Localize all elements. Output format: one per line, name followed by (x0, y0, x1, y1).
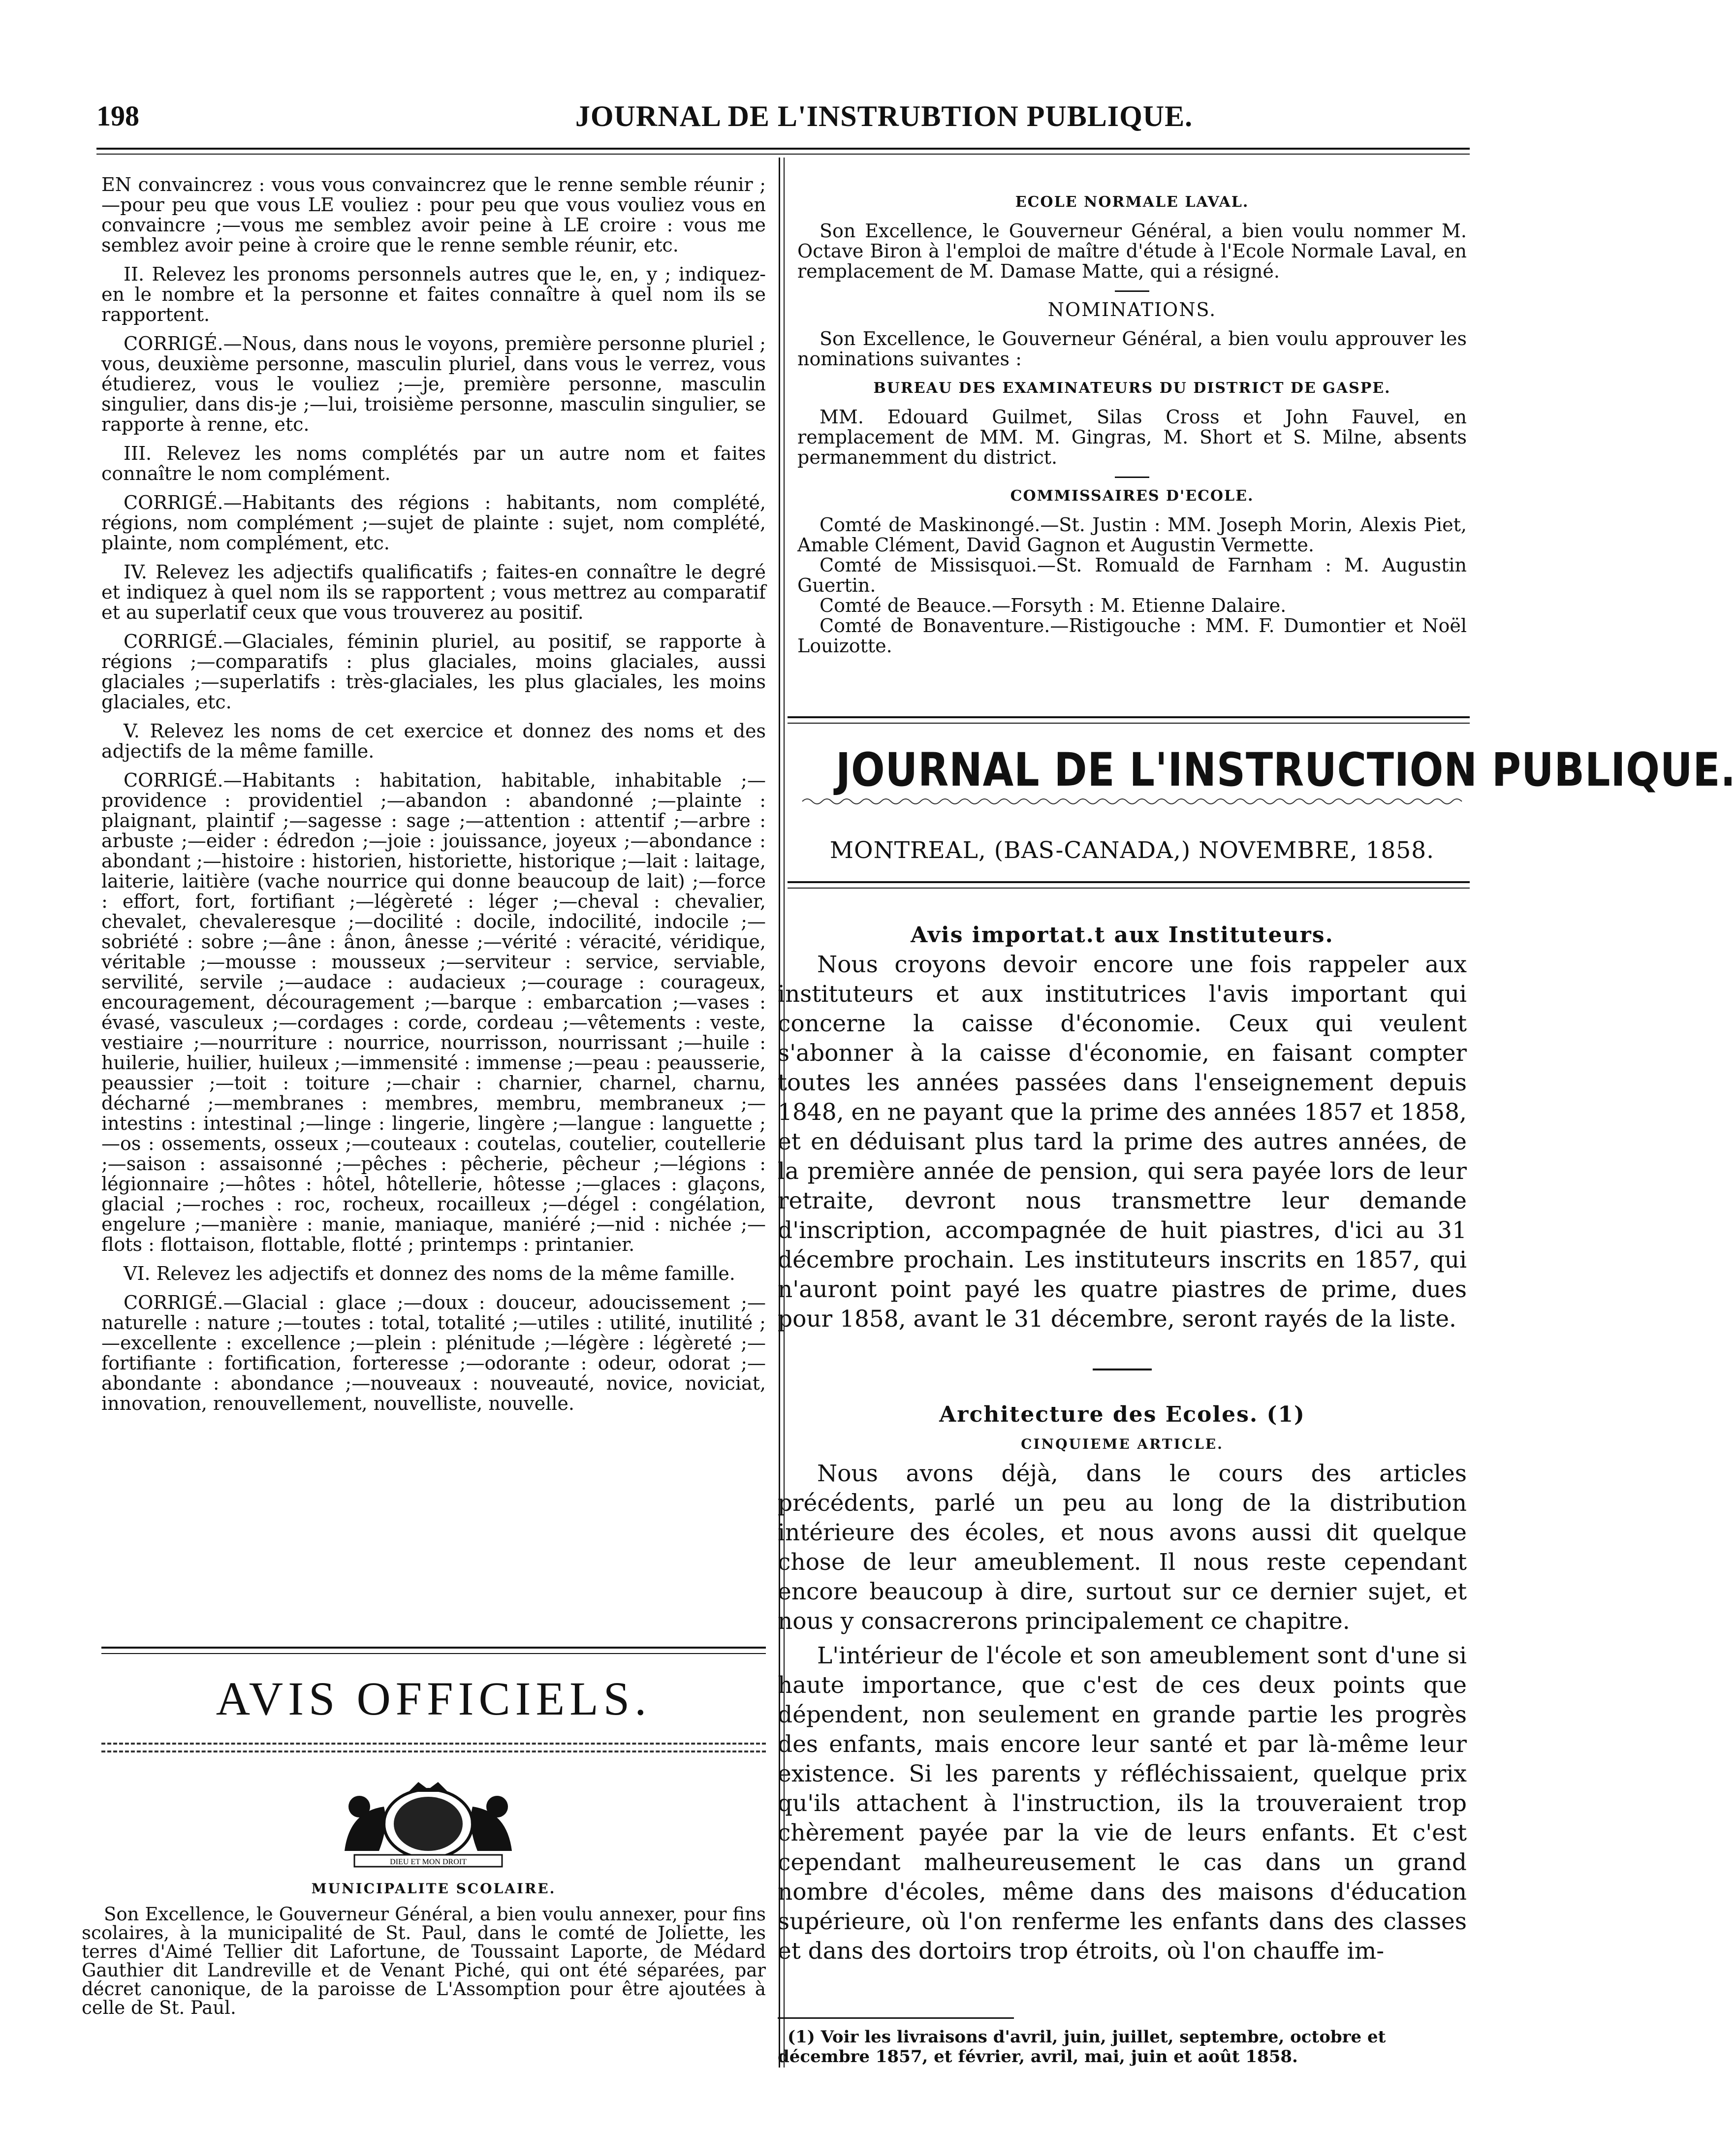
avis-instituteurs-heading: Avis importat.t aux Instituteurs. (911, 923, 1334, 948)
royal-arms-emblem (290, 1777, 566, 1871)
commissaires-bonaventure: Comté de Bonaventure.—Ristigouche : MM. F. Dumontier et Noël Louizotte. (797, 615, 1467, 657)
masthead-rule (788, 716, 1470, 718)
question-5: V. Relevez les noms de cet exercice et donnez des noms et des adjectifs de la même famille. (101, 720, 766, 762)
corrige-6: CORRIGÉ.—Glacial : glace ;—doux : douceur, adoucissement ;—naturelle : nature ;—toutes : total, totalité ;—utiles : utilité, inutilité ;—excellente : excellence ;—plein : plénitude ;—légère : légèreté ;—fortifiante : fortification, forteresse ;—odorante : odeur, odorat ;—abondante : abondance ;—nouveaux : nouveauté, novice, noviciat, innovation, renouvellement, nouvelliste, nouvelle. (101, 1292, 766, 1414)
page-number: 198 (96, 100, 139, 132)
left-column (101, 175, 766, 1423)
bureau-text: MM. Edouard Guilmet, Silas Cross et John Fauvel, en remplacement de MM. M. Gingras, M. Short et S. Milne, absents permanemment du district. (797, 406, 1467, 468)
architecture-paragraph-1: Nous avons déjà, dans le cours des articles précédents, parlé un peu au long de la distribution intérieure des écoles, et nous avons aussi dit quelque chose de leur ameublement. Il nous reste cependant encore beaucoup à dire, surtout sur ce dernier sujet, et nous y consacrerons principalement ce chapitre. (778, 1460, 1467, 1635)
municipalite-notice (82, 1905, 766, 2017)
wave-ornament (802, 796, 1462, 806)
article-separator (1093, 1369, 1152, 1370)
running-head: JOURNAL DE L'INSTRUBTION PUBLIQUE. (575, 100, 1193, 132)
dashed-rule-2 (101, 1751, 766, 1752)
question-4: IV. Relevez les adjectifs qualificatifs ; faites-en connaître le degré et indiquez à quel nom ils se rapportent ; vous mettrez au comparatif et au superlatif ceux que vous trouverez au positif. (101, 561, 766, 623)
short-rule-2 (1115, 477, 1149, 478)
masthead-rule-thin (788, 723, 1470, 724)
page-header (96, 96, 1465, 141)
section-rule (101, 1647, 766, 1649)
ecole-normale-heading: ECOLE NORMALE LAVAL. (1015, 193, 1249, 211)
nominations-heading: NOMINATIONS. (1047, 299, 1217, 320)
commissaires-maskinonge: Comté de Maskinongé.—St. Justin : MM. Joseph Morin, Alexis Piet, Amable Clément, David Gagnon et Augustin Vermette. (797, 514, 1467, 556)
section-rule-thin (101, 1653, 766, 1654)
header-rule-thin (96, 154, 1470, 155)
dateline-rule (788, 881, 1470, 883)
avis-instituteurs-text: Nous croyons devoir encore une fois rappeler aux instituteurs et aux institutrices l'avis important qui concerne la caisse d'économie. Ceux qui veulent s'abonner à la caisse d'économie, en faisant compter toutes les années passées dans l'enseignement depuis 1848, en ne payant que la prime des années 1857 et 1858, et en déduisant plus tard la prime des autres années, de la première année de pension, qui sera payée lors de leur retraite, devront nous transmettre leur demande d'inscription, accompagnée de huit piastres, d'ici au 31 décembre prochain. Les instituteurs inscrits en 1857, qui n'auront point payé les quatre piastres de prime, dues pour 1858, avant le 31 décembre, seront rayés de la liste. (778, 951, 1467, 1333)
corrige-2: CORRIGÉ.—Nous, dans nous le voyons, première personne pluriel ; vous, deuxième personne, masculin pluriel, dans vous le verrez, vous étudierez, vous le vouliez ;—je, première personne, masculin singulier, dans dis-je ;—lui, troisième personne, masculin singulier, se rapporte à renne, etc. (101, 333, 766, 435)
right-column-notices (797, 192, 1467, 665)
short-rule (1115, 290, 1149, 292)
dateline-rule-thin (788, 888, 1470, 889)
question-2: II. Relevez les pronoms personnels autres que le, en, y ; indiquez-en le nombre et la personne et faites connaître à quel nom ils se rapportent. (101, 263, 766, 325)
nominations-text: Son Excellence, le Gouverneur Général, a bien voulu approuver les nominations suivantes : (797, 328, 1467, 370)
header-rule (96, 148, 1470, 150)
commissaires-heading: COMMISSAIRES D'ECOLE. (1010, 487, 1254, 505)
architecture-heading: Architecture des Ecoles. (1) (939, 1402, 1305, 1427)
right-column-articles (778, 921, 1467, 1966)
municipalite-text: Son Excellence, le Gouverneur Général, a bien voulu annexer, pour fins scolaires, à la municipalité de St. Paul, dans le comté de Joliette, les terres d'Aimé Tellier dit Lafortune, de Toussaint Laporte, de Médard Gauthier dit Landreville et de Venant Piché, qui ont été séparées, par décret canonique, de la paroisse de L'Assomption pour être ajoutées à celle de St. Paul. (82, 1904, 766, 2018)
architecture-subheading: CINQUIEME ARTICLE. (1021, 1436, 1224, 1452)
corrige-5: CORRIGÉ.—Habitants : habitation, habitable, inhabitable ;—providence : providentiel ;—abandon : abandonné ;—plainte : plaignant, plaintif ;—sagesse : sage ;—attention : attentif ;—arbre : arbuste ;—eider : édredon ;—joie : jouissance, joyeux ;—abondance : abondant ;—histoire : historien, historiette, historique ;—lait : laitage, laiterie, laitière (vache nourrice qui donne beaucoup de lait) ;—force : effort, fort, fortifiant ;—légèreté : léger ;—cheval : chevalier, chevalet, chevaleresque ;—docilité : docile, indocilité, indocile ;—sobriété : sobre ;—âne : ânon, ânesse ;—vérité : véracité, véridique, véritable ;—mousse : mousseux ;—serviteur : service, serviable, servilité, servile ;—audace : audacieux ;—courage : courageux, encouragement, découragement ;—barque : embarcation ;—vases : évasé, vasculeux ;—cordages : corde, cordeau ;—vêtements : veste, vestiaire ;—nourriture : nourrice, nourrisson, nourrissant ;—huile : huilerie, huilier, huileux ;—immensité : immense ;—peau : peausserie, peaussier ;—toit : toiture ;—chair : charnier, charnel, charnu, décharné ;—membranes : membres, membru, membraneux ;—intestins : intestinal ;—linge : lingerie, lingère ;—langue : languette ;—os : ossements, osseux ;—couteaux : coutelas, coutelier, coutellerie ;—saison : assaisonné ;—pêches : pêcherie, pêcheur ;—légions : légionnaire ;—hôtes : hôtel, hôtellerie, hôtesse ;—glaces : glaçons, glacial ;—roches : roc, rocheux, rocailleux ;—dégel : congélation, engelure ;—manière : manie, maniaque, maniéré ;—nid : nichée ;—flots : flottaison, flottable, flotté ; printemps : printanier. (101, 769, 766, 1255)
avis-officiels-heading: AVIS OFFICIELS. (216, 1672, 652, 1725)
architecture-paragraph-2: L'intérieur de l'école et son ameublement sont d'une si haute importance, que c'est de ces deux points que dépendent, non seulement en grande partie les progrès des enfants, mais encore leur santé et par là-même leur existence. Si les parents y réfléchissaient, quelque prix qu'ils attachent à l'instruction, ils la trouveraient trop chèrement payée par la vie de leurs enfants. Et c'est cependant malheureusement le cas dans un grand nombre d'écoles, même dans des maisons d'éducation supérieure, où l'on renferme les enfants dans des classes et dans des dortoirs trop étroits, où l'on chauffe im- (778, 1642, 1467, 1965)
ecole-normale-text: Son Excellence, le Gouverneur Général, a bien voulu nommer M. Octave Biron à l'emploi de maître d'étude à l'Ecole Normale Laval, en remplacement de M. Damase Matte, qui a résigné. (797, 220, 1467, 282)
dashed-rule (101, 1743, 766, 1745)
corrige-3: CORRIGÉ.—Habitants des régions : habitants, nom complété, régions, nom complément ;—sujet de plainte : sujet, nom complété, plainte, nom complément, etc. (101, 492, 766, 554)
dateline: MONTREAL, (BAS-CANADA,) NOVEMBRE, 1858. (829, 837, 1435, 864)
footnote-text: (1) Voir les livraisons d'avril, juin, juillet, septembre, octobre et décembre 1857, et février, avril, mai, juin et août 1858. (778, 2027, 1386, 2067)
commissaires-missisquoi: Comté de Missisquoi.—St. Romuald de Farnham : M. Augustin Guertin. (797, 554, 1467, 596)
commissaires-beauce: Comté de Beauce.—Forsyth : M. Etienne Dalaire. (820, 595, 1287, 616)
paragraph-1: EN convaincrez : vous vous convaincrez que le renne semble réunir ;—pour peu que vous LE vouliez : pour peu que vous vouliez vous en convaincre ;—vous me semblez avoir peine à LE croire : vous me semblez avoir peine à croire que le renne semble réunir, etc. (101, 174, 766, 256)
journal-masthead: JOURNAL DE L'INSTRUCTION PUBLIQUE. (836, 743, 1736, 797)
footnote (778, 2027, 1467, 2067)
arms-motto: DIEU ET MON DROIT (390, 1858, 467, 1866)
bureau-heading: BUREAU DES EXAMINATEURS DU DISTRICT DE GASPE. (873, 380, 1391, 397)
corrige-4: CORRIGÉ.—Glaciales, féminin pluriel, au positif, se rapporte à régions ;—comparatifs : plus glaciales, moins glaciales, aussi glaciales ;—superlatifs : très-glaciales, les plus glaciales, les moins glaciales, etc. (101, 631, 766, 713)
question-3: III. Relevez les noms complétés par un autre nom et faites connaître le nom complément. (101, 443, 766, 484)
municipalite-heading: MUNICIPALITE SCOLAIRE. (311, 1880, 556, 1897)
footnote-rule (778, 2017, 1014, 2019)
question-6: VI. Relevez les adjectifs et donnez des noms de la même famille. (124, 1263, 735, 1284)
